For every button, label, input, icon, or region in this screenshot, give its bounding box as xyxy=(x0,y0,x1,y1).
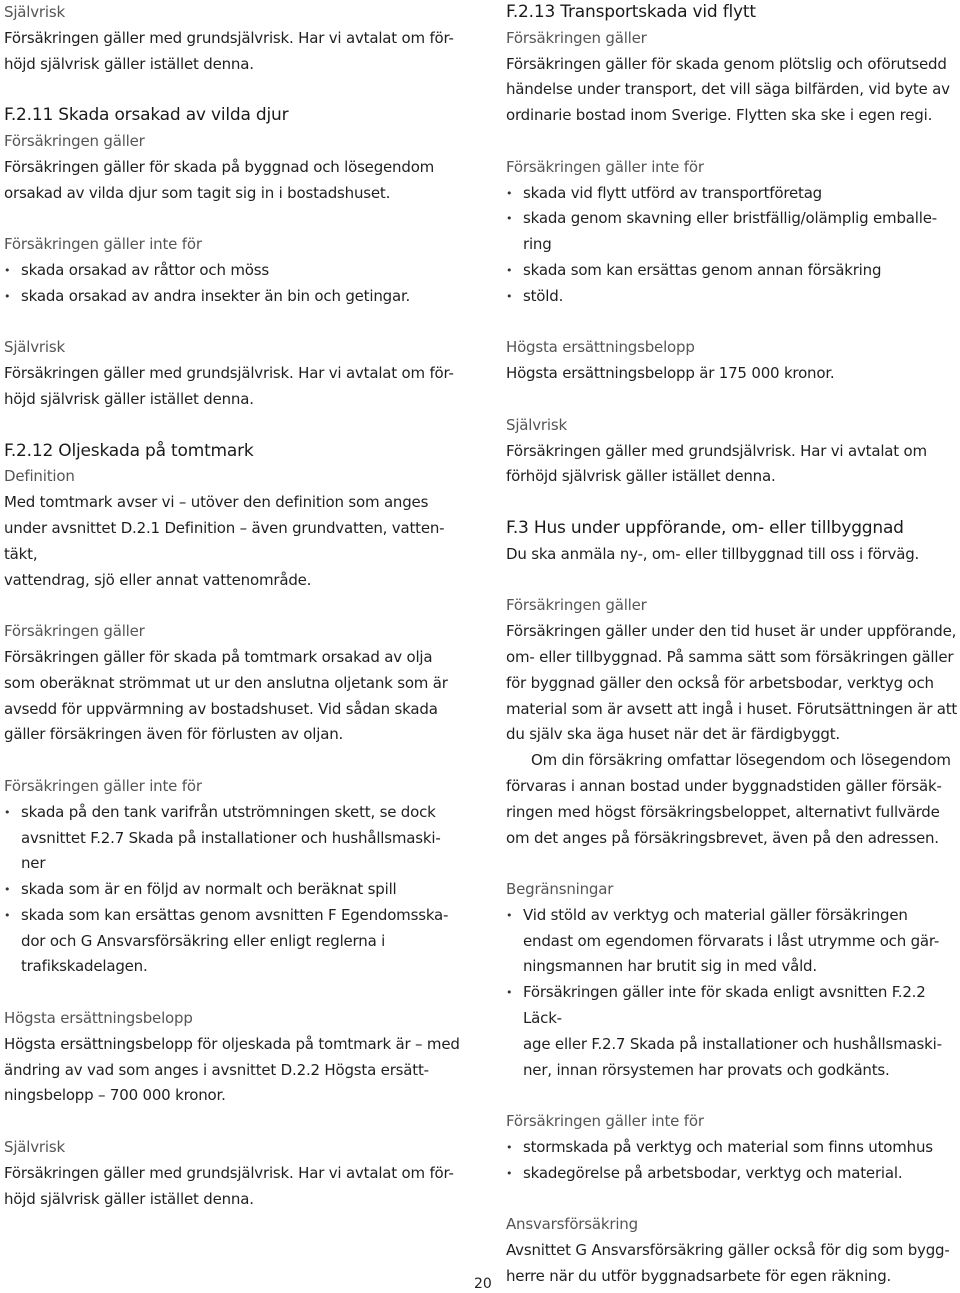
subheading: Försäkringen gäller inte för xyxy=(506,157,704,176)
body-text: ändring av vad som anges i avsnittet D.2.2 Högsta ersätt- xyxy=(4,1060,429,1079)
body-text: om det anges på försäkringsbrevet, även på den adressen. xyxy=(506,828,939,847)
list-item xyxy=(506,980,960,1083)
exclusion-list xyxy=(4,258,464,310)
sjalvrisk-text: Försäkringen gäller med grundsjälvrisk. Har vi avtalat om för- xyxy=(4,1163,454,1182)
right-column xyxy=(506,0,960,1290)
subheading: Försäkringen gäller xyxy=(4,131,145,150)
body-text: under avsnittet D.2.1 Definition – även grundvatten, vatten- xyxy=(4,518,445,537)
sjalvrisk-block-1 xyxy=(4,0,464,77)
section-heading: F.2.13 Transportskada vid flytt xyxy=(506,2,756,22)
body-text: gäller försäkringen även för förlusten av oljan. xyxy=(4,725,344,744)
sjalvrisk-text: höjd självrisk gäller istället denna. xyxy=(4,54,254,73)
list-item: • skada orsakad av andra insekter än bin och getingar. xyxy=(4,284,464,310)
list-item: • skada vid flytt utförd av transportföretag xyxy=(506,181,960,207)
body-text: ningsbelopp – 700 000 kronor. xyxy=(4,1086,226,1105)
body-text: om- eller tillbyggnad. På samma sätt som försäkringen gäller xyxy=(506,647,954,666)
body-text: material som är avsett att ingå i huset. Förutsättningen är att xyxy=(506,699,958,718)
body-text: som oberäknat strömmat ut ur den anslutna oljetank som är xyxy=(4,673,448,692)
subheading: Försäkringen gäller inte för xyxy=(4,235,202,254)
list-item: • stormskada på verktyg och material som finns utomhus xyxy=(506,1135,960,1161)
exclusion-list xyxy=(506,1135,960,1187)
list-item-line: Vid stöld av verktyg och material gäller försäkringen xyxy=(523,905,908,924)
sjalvrisk-block-2 xyxy=(4,335,464,412)
list-item: • skadegörelse på arbetsbodar, verktyg och material. xyxy=(506,1161,960,1187)
subheading: Försäkringen gäller inte för xyxy=(4,776,202,795)
list-item-line: ner xyxy=(21,854,46,873)
body-text: Högsta ersättningsbelopp är 175 000 kronor. xyxy=(506,364,835,383)
list-item-line: skada på den tank varifrån utströmningen skett, se dock xyxy=(21,802,436,821)
sjalvrisk-text: förhöjd självrisk gäller istället denna. xyxy=(506,467,776,486)
limitation-list xyxy=(506,903,960,1084)
list-item: • skada som kan ersättas genom annan försäkring xyxy=(506,258,960,284)
section-heading: F.3 Hus under uppförande, om- eller tillbyggnad xyxy=(506,517,904,538)
body-text: ringen med högst försäkringsbeloppet, alternativt fullvärde xyxy=(506,802,940,821)
body-text: Försäkringen gäller för skada på tomtmark orsakad av olja xyxy=(4,647,433,666)
subheading: Försäkringen gäller xyxy=(4,622,145,641)
subheading: Begränsningar xyxy=(506,880,614,899)
sjalvrisk-text: Försäkringen gäller med grundsjälvrisk. Har vi avtalat om för- xyxy=(4,364,454,383)
body-text: Du ska anmäla ny-, om- eller tillbyggnad till oss i förväg. xyxy=(506,544,920,563)
list-item-line: ningsmannen har brutit sig in med våld. xyxy=(523,957,817,976)
page-number: 20 xyxy=(474,1276,492,1292)
body-text: orsakad av vilda djur som tagit sig in i bostadshuset. xyxy=(4,183,391,202)
subheading: Högsta ersättningsbelopp xyxy=(4,1009,193,1028)
section-f-2-12 xyxy=(4,439,464,1213)
subheading: Försäkringen gäller xyxy=(506,28,647,47)
list-item-line: dor och G Ansvarsförsäkring eller enligt reglerna i xyxy=(21,931,386,950)
subheading: Försäkringen gäller inte för xyxy=(506,1112,704,1131)
section-heading: F.2.12 Oljeskada på tomtmark xyxy=(4,440,254,461)
list-item-line: age eller F.2.7 Skada på installationer och hushållsmaski- xyxy=(523,1034,942,1053)
section-heading: F.2.11 Skada orsakad av vilda djur xyxy=(4,105,289,126)
subheading: Definition xyxy=(4,467,75,486)
list-item: • skada orsakad av råttor och möss xyxy=(4,258,464,284)
sjalvrisk-label: Självrisk xyxy=(4,3,65,21)
exclusion-list xyxy=(4,800,464,981)
section-f-3 xyxy=(506,516,960,1290)
body-text: du själv ska äga huset när det är färdigbyggt. xyxy=(506,725,840,744)
sjalvrisk-text: Försäkringen gäller med grundsjälvrisk. Har vi avtalat om för- xyxy=(4,28,454,47)
body-text: Avsnittet G Ansvarsförsäkring gäller också för dig som bygg- xyxy=(506,1241,950,1260)
sjalvrisk-label: Självrisk xyxy=(4,338,65,357)
sjalvrisk-label: Självrisk xyxy=(506,415,567,434)
list-item xyxy=(506,206,960,258)
body-text: Försäkringen gäller under den tid huset är under uppförande, xyxy=(506,622,957,641)
body-text: ordinarie bostad inom Sverige. Flytten ska ske i egen regi. xyxy=(506,106,933,125)
body-text: för byggnad gäller den också för arbetsbodar, verktyg och xyxy=(506,673,934,692)
section-f-2-11 xyxy=(4,103,464,309)
body-text: Med tomtmark avser vi – utöver den definition som anges xyxy=(4,493,429,512)
list-item-line: trafikskadelagen. xyxy=(21,957,148,976)
body-text: avsedd för uppvärmning av bostadshuset. Vid sådan skada xyxy=(4,699,438,718)
body-text: vattendrag, sjö eller annat vattenområde. xyxy=(4,570,312,589)
list-item xyxy=(506,903,960,980)
list-item: • skada som är en följd av normalt och beräknat spill xyxy=(4,877,464,903)
body-text: Om din försäkring omfattar lösegendom och lösegendom xyxy=(531,751,951,770)
list-item-line: endast om egendomen förvarats i låst utrymme och gär- xyxy=(523,931,940,950)
list-item-line: skada genom skavning eller bristfällig/olämplig emballe- xyxy=(523,209,937,228)
sjalvrisk-text: höjd självrisk gäller istället denna. xyxy=(4,1189,254,1208)
subheading: Ansvarsförsäkring xyxy=(506,1215,638,1234)
list-item-line: avsnittet F.2.7 Skada på installationer och hushållsmaski- xyxy=(21,828,441,847)
list-item xyxy=(4,903,464,980)
exclusion-list xyxy=(506,181,960,310)
list-item xyxy=(4,800,464,877)
body-text: Högsta ersättningsbelopp för oljeskada på tomtmark är – med xyxy=(4,1034,460,1053)
section-f-2-13 xyxy=(506,0,960,490)
list-item-line: Försäkringen gäller inte för skada enligt avsnitten F.2.2 Läck- xyxy=(523,983,926,1028)
list-item-line: skada som kan ersättas genom avsnitten F Egendomsska- xyxy=(21,905,449,924)
body-text: Försäkringen gäller för skada genom plötslig och oförutsedd xyxy=(506,54,947,73)
list-item-line: ner, innan rörsystemen har provats och godkänts. xyxy=(523,1060,890,1079)
sjalvrisk-text: höjd självrisk gäller istället denna. xyxy=(4,389,254,408)
subheading: Försäkringen gäller xyxy=(506,596,647,615)
body-text: förvaras i annan bostad under byggnadstiden gäller försäk- xyxy=(506,776,942,795)
sjalvrisk-text: Försäkringen gäller med grundsjälvrisk. Har vi avtalat om xyxy=(506,441,927,460)
subheading: Högsta ersättningsbelopp xyxy=(506,338,695,357)
body-text: täkt, xyxy=(4,544,38,563)
list-item-line: ring xyxy=(523,235,552,254)
list-item: • stöld. xyxy=(506,284,960,310)
body-text: händelse under transport, det vill säga bilfärden, vid byte av xyxy=(506,80,950,99)
left-column xyxy=(4,0,464,1212)
body-text: Försäkringen gäller för skada på byggnad och lösegendom xyxy=(4,157,435,176)
sjalvrisk-label: Självrisk xyxy=(4,1138,65,1157)
body-text: herre när du utför byggnadsarbete för egen räkning. xyxy=(506,1267,892,1286)
